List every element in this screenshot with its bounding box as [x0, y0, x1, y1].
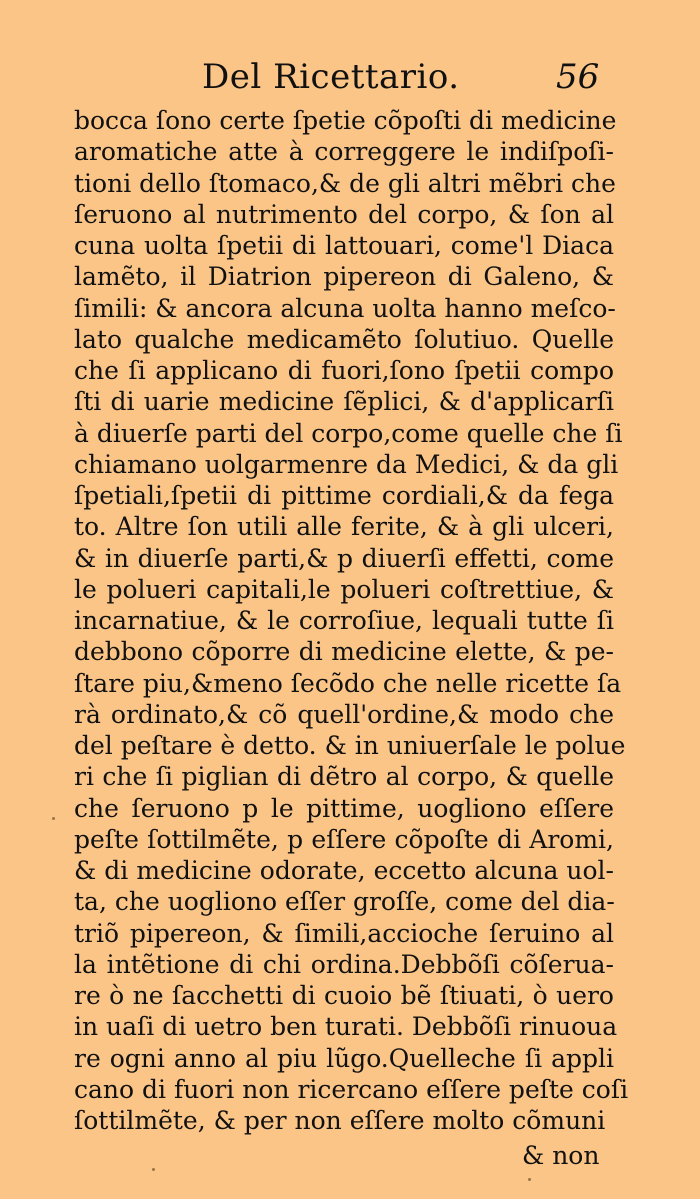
text-line: cuna uolta ſpetii di lattouari, come'l Diaca: [74, 231, 614, 260]
text-line: re ogni anno al piu lũgo.Quelleche ſi appli: [74, 1043, 614, 1073]
text-line: re ò ne ſacchetti di cuoio bẽ ſtiuati, ò uero: [74, 981, 614, 1010]
ink-speck: [528, 1178, 531, 1181]
text-line: incarnatiue, & le corroſiue, lequali tutte ſi: [74, 606, 614, 635]
text-line: triõ pipereon, & ſimili,accioche ſeruino al: [74, 918, 614, 948]
text-line: ri che ſi piglian di dẽtro al corpo, & quelle: [74, 762, 614, 792]
text-line: to. Altre ſon utili alle ferite, & à gli ulceri,: [74, 512, 614, 542]
text-line: à diuerſe parti del corpo,come quelle che ſi: [74, 418, 623, 448]
text-line: & in diuerſe parti,& p diuerſi effetti, come: [74, 543, 614, 573]
text-line: ſottilmẽte, & per non eſſere molto cõmuni: [74, 1106, 606, 1135]
text-line: ſimili: & ancora alcuna uolta hanno meſco-: [74, 293, 616, 323]
ink-speck: [52, 817, 55, 820]
text-line: aromatiche atte à correggere le indiſpoſi-: [74, 137, 614, 167]
text-line: cano di fuori non ricercano eſſere peſte coſi: [74, 1074, 629, 1104]
text-line: peſte ſottilmẽte, p eſſere cõpoſte di Aromi,: [74, 824, 614, 854]
text-line: chiamano uolgarmenre da Medici, & da gli: [74, 449, 619, 479]
page-number: 56: [556, 57, 600, 97]
text-line: debbono cõporre di medicine elette, & pe-: [74, 637, 614, 667]
body-text: [74, 105, 629, 1136]
text-line: tioni dello ſtomaco,& de gli altri mẽbri che: [74, 168, 616, 198]
text-line: lato qualche medicamẽto ſolutiuo. Quelle: [74, 324, 614, 354]
text-line: che ſi applicano di fuori,ſono ſpetii compo: [74, 356, 614, 385]
text-line: lamẽto, il Diatrion pipereon di Galeno, &: [74, 262, 614, 292]
text-line: rà ordinato,& cõ quell'ordine,& modo che: [74, 699, 614, 729]
catchword: & non: [522, 1141, 600, 1170]
text-line: ſpetiali,ſpetii di pittime cordiali,& da fega: [74, 481, 614, 510]
text-line: che ſeruono p le pittime, uogliono eſſere: [74, 793, 614, 823]
running-title: Del Ricettario.: [202, 57, 460, 97]
ink-speck: [152, 1168, 155, 1171]
text-line: in uaſi di uetro ben turati. Debbõſi rinuoua: [74, 1012, 618, 1042]
text-line: ſtare piu,&meno ſecõdo che nelle ricette ſa: [74, 668, 622, 698]
text-line: del peſtare è detto. & in uniuerſale le polue: [74, 731, 626, 760]
text-line: ſti di uarie medicine ſẽplici, & d'applicarſi: [74, 387, 614, 417]
text-line: bocca ſono certe ſpetie cõpoſti di medicine: [74, 106, 617, 135]
text-line: ta, che uogliono eſſer groſſe, come del dia-: [74, 887, 615, 917]
text-line: la intẽtione di chi ordina.Debbõſi cõſerua-: [74, 949, 614, 979]
text-line: ſeruono al nutrimento del corpo, & ſon al: [74, 199, 614, 229]
text-line: le polueri capitali,le polueri coſtrettiue, &: [74, 574, 614, 604]
text-line: & di medicine odorate, eccetto alcuna uol-: [74, 856, 614, 885]
running-head: [0, 54, 700, 100]
